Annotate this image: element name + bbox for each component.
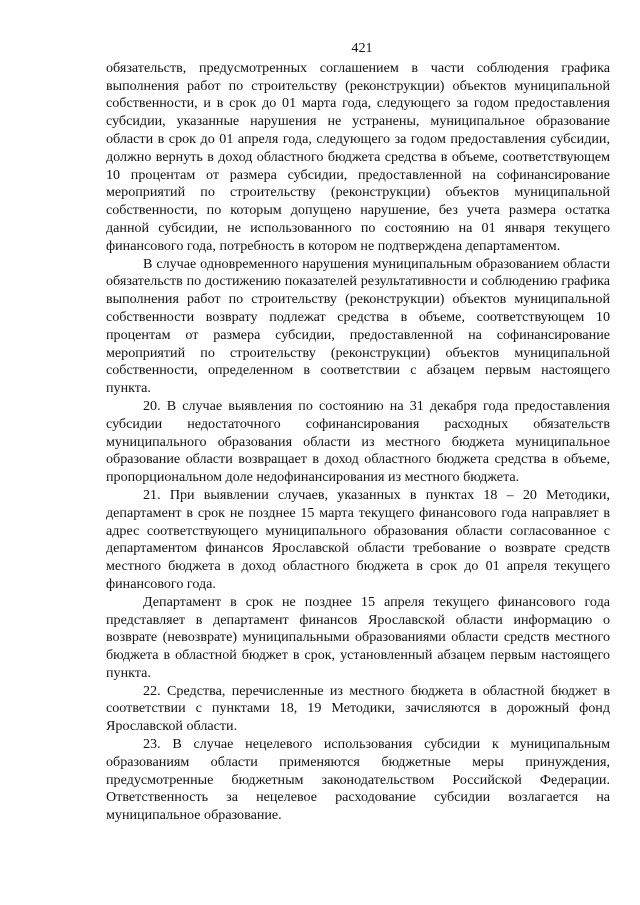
page-number: 421 [351, 40, 373, 56]
paragraph-6: 22. Средства, перечисленные из местного бюджета в областной бюджет в соответствии с пунктами 18, 19 Методики, зачисляются в дорожный фонд Ярославской области. [106, 682, 610, 735]
paragraph-3: 20. В случае выявления по состоянию на 31 декабря года предоставления субсидии недостаточного софинансирования расходных обязательств муниципального образования области из местного бюджета муниципальное образование области возвращает в доход областного бюджета средства в объеме, пропорциональном доле недофинансирования из местного бюджета. [106, 397, 610, 486]
paragraph-1: обязательств, предусмотренных соглашением в части соблюдения графика выполнения работ по строительству (реконструкции) объектов муниципальной собственности, и в срок до 01 марта года, следующего за годом предоставления субсидии, указанные нарушения не устранены, муниципальное образование области в срок до 01 апреля года, следующего за годом предоставления субсидии, должно вернуть в доход областного бюджета средства в объеме, соответствующем 10 процентам от размера субсидии, предоставленной на софинансирование мероприятий по строительству (реконструкции) объектов муниципальной собственности, по которым допущено нарушение, без учета размера остатка данной субсидии, не использованного по состоянию на 01 января текущего финансового года, потребность в котором не подтверждена департаментом. [106, 59, 610, 254]
paragraph-2: В случае одновременного нарушения муниципальным образованием области обязательств по достижению показателей результативности и соблюдению графика выполнения работ по строительству (реконструкции) объектов муниципальной собственности возврату подлежат средства в объеме, соответствующем 10 процентам от размера субсидии, предоставленной на софинансирование мероприятий по строительству (реконструкции) объектов муниципальной собственности, определенном в соответствии с абзацем первым настоящего пункта. [106, 255, 610, 397]
paragraph-7: 23. В случае нецелевого использования субсидии к муниципальным образованиям области применяются бюджетные меры принуждения, предусмотренные бюджетным законодательством Российской Федерации. Ответственность за нецелевое расходование субсидии возлагается на муниципальное образование. [106, 736, 610, 824]
document-body [106, 60, 610, 825]
paragraph-4: 21. При выявлении случаев, указанных в пунктах 18 – 20 Методики, департамент в срок не позднее 15 марта текущего финансового года направляет в адрес соответствующего муниципального образования области согласованное с департаментом финансов Ярославской области требование о возврате средств местного бюджета в доход областного бюджета в срок до 01 апреля текущего финансового года. [106, 486, 610, 592]
document-page [106, 40, 610, 825]
paragraph-5: Департамент в срок не позднее 15 апреля текущего финансового года представляет в департамент финансов Ярославской области информацию о возврате (невозврате) муниципальными образованиями области средств местного бюджета в областной бюджет в срок, установленный абзацем первым настоящего пункта. [106, 593, 610, 681]
